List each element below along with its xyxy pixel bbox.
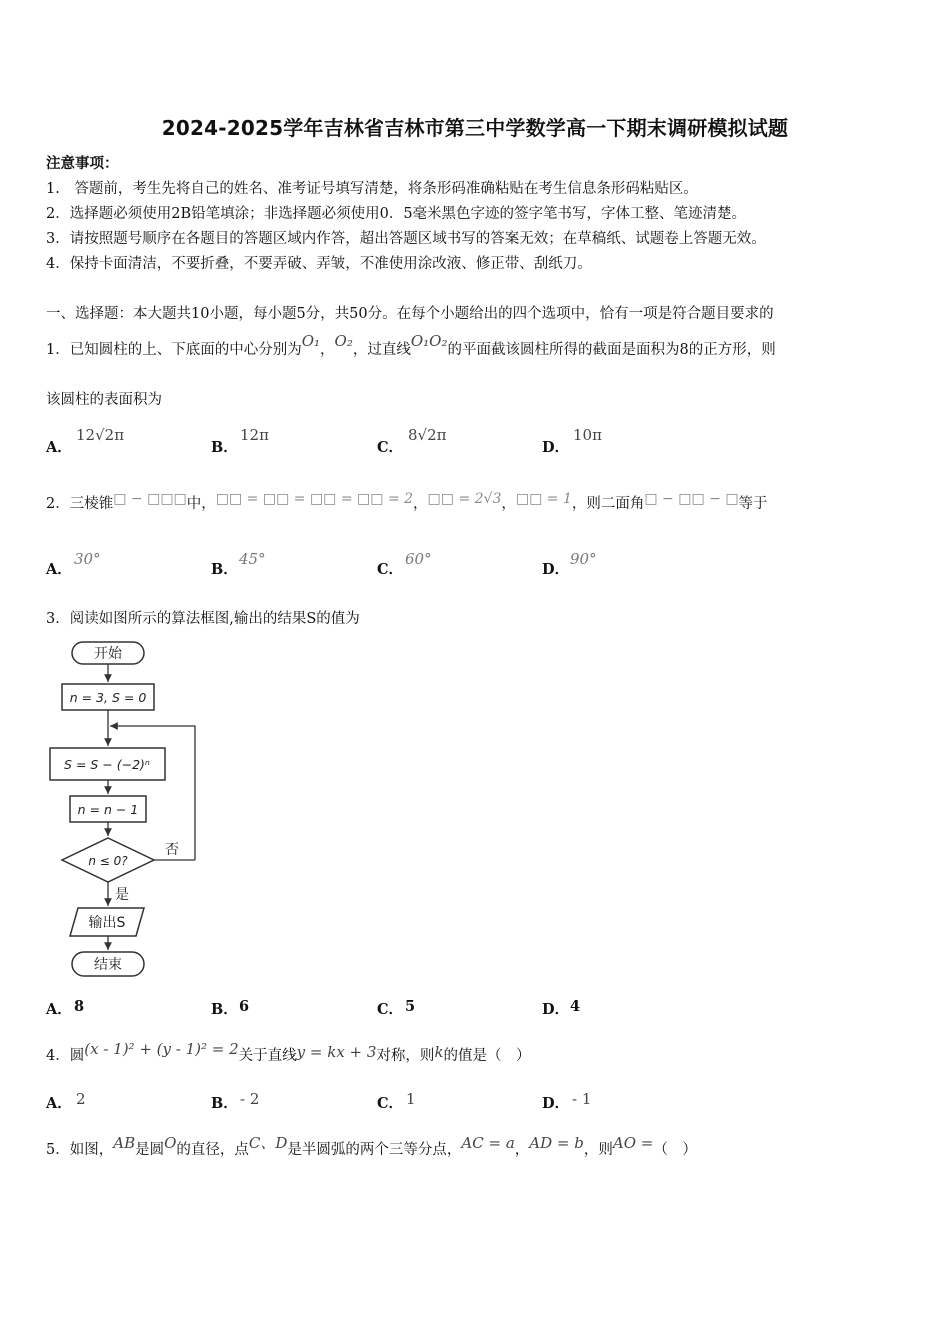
question-number: 4． [46,1048,70,1064]
flow-update-s-label: S = S − (−2)ⁿ [64,757,150,772]
q2-text: 等于 [738,496,768,512]
q2-text: 三棱锥 [69,496,114,512]
option-value: 8√2π [408,426,447,444]
question-number: 2． [46,496,70,512]
option-label: B． [211,561,238,578]
q2-text: ，则二面角 [571,496,645,512]
option-value: 45° [239,550,266,568]
q4-math-circle: (x - 1)² + (y - 1)² = 2 [84,1040,239,1058]
q1-math-o1: O₁ [301,332,321,350]
q4-math-k: k [434,1043,444,1061]
option-label: D． [542,439,570,456]
option-label: A． [46,1001,72,1018]
flow-start-label: 开始 [94,646,122,662]
option-label: D． [542,1095,570,1112]
notice-item: 1. 答题前，考生先将自己的姓名、准考证号填写清楚，将条形码准确粘贴在考生信息条形码粘贴区。 [46,181,698,197]
section-heading: 一、选择题：本大题共10小题，每小题5分，共50分。在每个小题给出的四个选项中，恰有一项是符合题目要求的 [46,306,774,322]
option-value: 12√2π [76,426,125,444]
option-value: 12π [240,426,269,444]
option-value: 1 [406,1090,416,1108]
q1-text: ，过直线 [352,342,411,358]
option-label: C． [377,561,404,578]
notice-heading: 注意事项： [46,155,119,172]
q5-math: AO = [612,1134,654,1152]
question-2-line-1: 2．三棱锥□ − □□□中，□□ = □□ = □□ = □□ = 2，□□ = 2√3，□□ = 1，则二面角□ − □□ − □等于 [46,491,768,512]
q2-math: □□ = 2√3 [427,491,502,507]
notice-item: 3．请按照题号顺序在各题目的答题区域内作答，超出答题区域书写的答案无效；在草稿纸、试题卷上答题无效。 [46,231,766,247]
option-label: C． [377,1001,404,1018]
q1-text: 的平面截该圆柱所得的截面是面积为8的正方形，则 [447,342,776,358]
option-label: B． [211,1095,238,1112]
question-4-line-1 [46,1040,531,1065]
q4-text: 圆 [69,1048,85,1064]
option-value: 90° [570,550,597,568]
flow-end-label: 结束 [94,957,122,973]
option-label: B． [211,439,238,456]
option-label: D． [542,1001,570,1018]
q5-text: 如图， [69,1142,114,1158]
flowchart [40,636,210,986]
q5-text: 是圆 [135,1142,165,1158]
q5-math: O [164,1134,177,1152]
question-number: 3． [46,611,70,627]
q5-math: AC = a [461,1134,515,1152]
question-3-line-1 [46,607,360,628]
q4-text: 的值是（ ） [443,1048,531,1064]
notice-item: 4．保持卡面清洁，不要折叠，不要弄破、弄皱，不准使用涂改液、修正带、刮纸刀。 [46,256,592,272]
option-value: 2 [76,1090,86,1108]
question-number: 5． [46,1142,70,1158]
q4-math-line: y = kx + 3 [296,1043,377,1061]
flow-init-label: n = 3, S = 0 [69,690,147,705]
option-value: 6 [239,998,250,1015]
q5-text: ，则 [583,1142,613,1158]
notice-item: 2．选择题必须使用2B铅笔填涂；非选择题必须使用0．5毫米黑色字迹的签字笔书写，字体工整、笔迹清楚。 [46,206,747,222]
q2-text: 中， [186,496,216,512]
option-value: 10π [573,426,602,444]
flow-update-n-label: n = n − 1 [77,802,139,817]
q1-math-o1o2: O₁O₂ [410,332,448,350]
option-value: - 2 [240,1090,260,1108]
option-value: 30° [74,550,101,568]
option-label: C． [377,1095,404,1112]
q5-math: AB [113,1134,136,1152]
q3-text: 阅读如图所示的算法框图,输出的结果S的值为 [69,611,360,627]
q5-text: 的直径，点 [176,1142,249,1158]
option-label: A． [46,439,72,456]
q1-sep: ， [320,342,335,358]
option-label: B． [211,1001,238,1018]
option-value: 60° [405,550,432,568]
q1-math-o2: O₂ [334,332,353,350]
flow-no-label: 否 [165,842,179,858]
q5-text: （ ） [653,1142,697,1158]
q2-math: □ − □□□ [113,491,187,507]
q4-text: 对称，则 [376,1048,435,1064]
q1-text: 已知圆柱的上、下底面的中心分别为 [69,342,302,358]
question-1-line-1 [46,332,776,359]
q5-text: 是半圆弧的两个三等分点， [287,1142,462,1158]
page-title: 2024-2025学年吉林省吉林市第三中学数学高一下期末调研模拟试题 [161,116,789,140]
q5-math: AD = b [529,1134,584,1152]
option-value: - 1 [572,1090,592,1108]
option-value: 8 [74,998,85,1015]
question-number: 1． [46,342,70,358]
q2-math: □□ = 1 [515,491,572,507]
option-label: A． [46,561,72,578]
q2-math: □□ = □□ = □□ = □□ = 2 [215,491,414,507]
question-5-line-1: 5．如图，AB是圆O的直径，点C、D是半圆弧的两个三等分点，AC = a，AD = b，则AO =（ ） [46,1134,697,1158]
q4-text: 关于直线 [238,1048,297,1064]
q2-math: □ − □□ − □ [644,491,739,507]
flow-decision-label: n ≤ 0? [88,854,128,868]
option-label: C． [377,439,404,456]
option-value: 4 [570,998,581,1015]
option-label: A． [46,1095,72,1112]
option-value: 5 [405,998,416,1015]
flow-yes-label: 是 [115,887,129,903]
option-label: D． [542,561,570,578]
flow-output-label: 输出S [88,915,126,931]
question-1-line-2: 该圆柱的表面积为 [46,392,162,408]
q5-math: C、D [248,1134,288,1152]
